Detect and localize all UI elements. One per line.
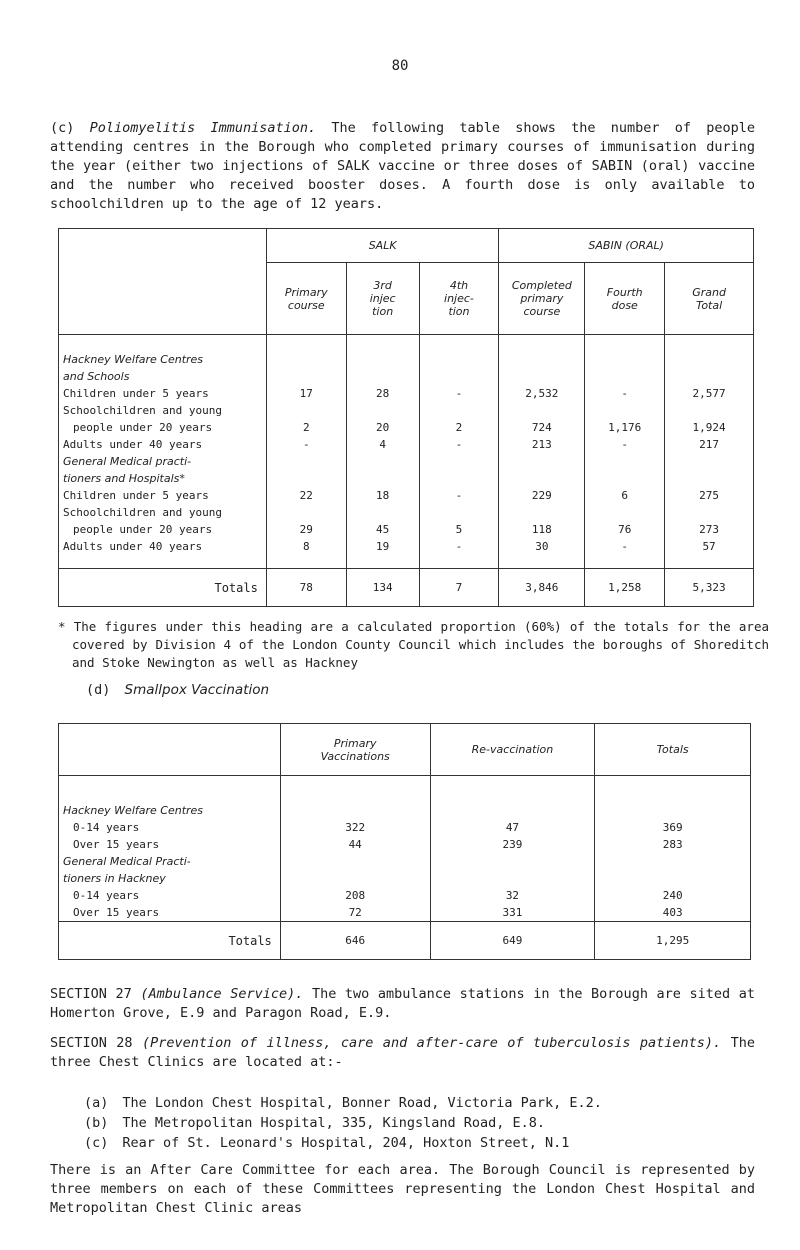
section-28-subtitle: (Prevention of illness, care and after-care of tuberculosis patients). [141, 1035, 722, 1051]
smallpox-section1-title: Hackney Welfare Centres [63, 804, 204, 817]
polio-total-cell: 78 [266, 569, 346, 607]
polio-col-4th: - 2 - - 5 - [419, 335, 499, 569]
smallpox-totals-row [59, 922, 751, 960]
polio-col-fourth-dose: - 1,176 - 6 76 - [585, 335, 665, 569]
smallpox-col-revaccination: 47 239 32 331 [430, 776, 595, 922]
list-item: (b) The Metropolitan Hospital, 335, Kingsland Road, E.8. [84, 1115, 546, 1131]
col-header-primary-vaccinations: Primary Vaccinations [280, 724, 430, 776]
section-27 [50, 985, 755, 1023]
polio-row-label: Children under 5 years [63, 387, 209, 400]
smallpox-title: Smallpox Vaccination [124, 682, 270, 698]
polio-total-cell: 1,258 [585, 569, 665, 607]
section-27-subtitle: (Ambulance Service). [140, 986, 304, 1002]
polio-row-label: people under 20 years [73, 523, 213, 536]
smallpox-row-label: Over 15 years [73, 906, 160, 919]
smallpox-total-cell: 1,295 [595, 922, 751, 960]
smallpox-heading [86, 682, 269, 698]
polio-intro-text: The following table shows the number of people attending centres in the Borough who completed primary courses of immunisation during the year (either two injections of SALK vaccine or three doses of SABIN (oral) vaccine and the number who received booster doses. A fourth dose is only available to schoolchildren up to the age of 12 years. [50, 120, 755, 212]
sabin-group-header: SABIN (ORAL) [499, 229, 754, 263]
col-header-totals: Totals [595, 724, 751, 776]
list-item: (a) The London Chest Hospital, Bonner Road, Victoria Park, E.2. [84, 1095, 602, 1111]
smallpox-total-cell: 646 [280, 922, 430, 960]
clinic-list [84, 1093, 602, 1153]
polio-title: Poliomyelitis Immunisation. [89, 120, 317, 136]
polio-col-3rd: 28 20 4 18 45 19 [346, 335, 419, 569]
smallpox-row-label: Over 15 years [73, 838, 160, 851]
polio-col-primary: 17 2 - 22 29 8 [266, 335, 346, 569]
smallpox-label: (d) [86, 682, 111, 698]
section-28-heading: SECTION 28 [50, 1035, 133, 1051]
page-number: 80 [391, 58, 409, 74]
smallpox-row-label: 0-14 years [73, 821, 140, 834]
polio-table [58, 228, 754, 607]
smallpox-col-primary: 322 44 208 72 [280, 776, 430, 922]
smallpox-total-cell: 649 [430, 922, 595, 960]
polio-section1-title: Hackney Welfare Centres and Schools [63, 353, 204, 383]
polio-row-label: Children under 5 years [63, 489, 209, 502]
list-item: (c) Rear of St. Leonard's Hospital, 204, Hoxton Street, N.1 [84, 1135, 570, 1151]
polio-intro [50, 119, 755, 214]
section-28-text: The three Chest Clinics are located at:- [50, 1035, 755, 1070]
polio-total-cell: 3,846 [499, 569, 585, 607]
polio-totals-label: Totals [214, 580, 258, 595]
polio-total-cell: 5,323 [665, 569, 754, 607]
polio-col-completed: 2,532 724 213 229 118 30 [499, 335, 585, 569]
polio-row-label: people under 20 years [73, 421, 213, 434]
smallpox-table [58, 723, 751, 960]
col-header-re-vaccination: Re-vaccination [430, 724, 595, 776]
col-header-completed-primary: Completed primary course [499, 263, 585, 335]
salk-group-header: SALK [266, 229, 499, 263]
after-care-paragraph: There is an After Care Committee for each area. The Borough Council is represented by three members on each of these Committees representing the London Chest Hospital and Metropolitan Chest Clinic areas [50, 1162, 755, 1216]
smallpox-totals-label: Totals [228, 933, 272, 948]
polio-row-label: Adults under 40 years [63, 438, 203, 451]
polio-row-labels [59, 335, 267, 569]
polio-col-grand-total: 2,577 1,924 217 275 273 57 [665, 335, 754, 569]
section-28 [50, 1034, 755, 1072]
smallpox-row-label: 0-14 years [73, 889, 140, 902]
polio-total-cell: 134 [346, 569, 419, 607]
col-header-3rd-injection: 3rd injec tion [346, 263, 419, 335]
col-header-4th-injection: 4th injec- tion [419, 263, 499, 335]
polio-row-label: Adults under 40 years [63, 540, 203, 553]
polio-section2-title: General Medical practi- tioners and Hospitals* [63, 455, 192, 485]
polio-footnote: * The figures under this heading are a calculated proportion (60%) of the totals for the area covered by Division 4 of the London County Council which includes the boroughs of Shoreditch and Stoke Newington as well as Hackney [58, 619, 769, 670]
smallpox-section2-title: General Medical Practi- tioners in Hackney [63, 855, 191, 885]
col-header-primary-course: Primary course [266, 263, 346, 335]
polio-label: (c) [50, 120, 75, 136]
smallpox-col-totals: 369 283 240 403 [595, 776, 751, 922]
section-27-text: The two ambulance stations in the Borough are sited at Homerton Grove, E.9 and Paragon Road, E.9. [50, 986, 755, 1021]
polio-row-label: Schoolchildren and young [63, 506, 222, 519]
polio-row-label: Schoolchildren and young [63, 404, 222, 417]
col-header-fourth-dose: Fourth dose [585, 263, 665, 335]
col-header-grand-total: Grand Total [665, 263, 754, 335]
smallpox-row-labels [59, 776, 281, 922]
section-27-heading: SECTION 27 [50, 986, 132, 1002]
polio-total-cell: 7 [419, 569, 499, 607]
polio-totals-row [59, 569, 754, 607]
smallpox-column-headers [59, 724, 751, 776]
